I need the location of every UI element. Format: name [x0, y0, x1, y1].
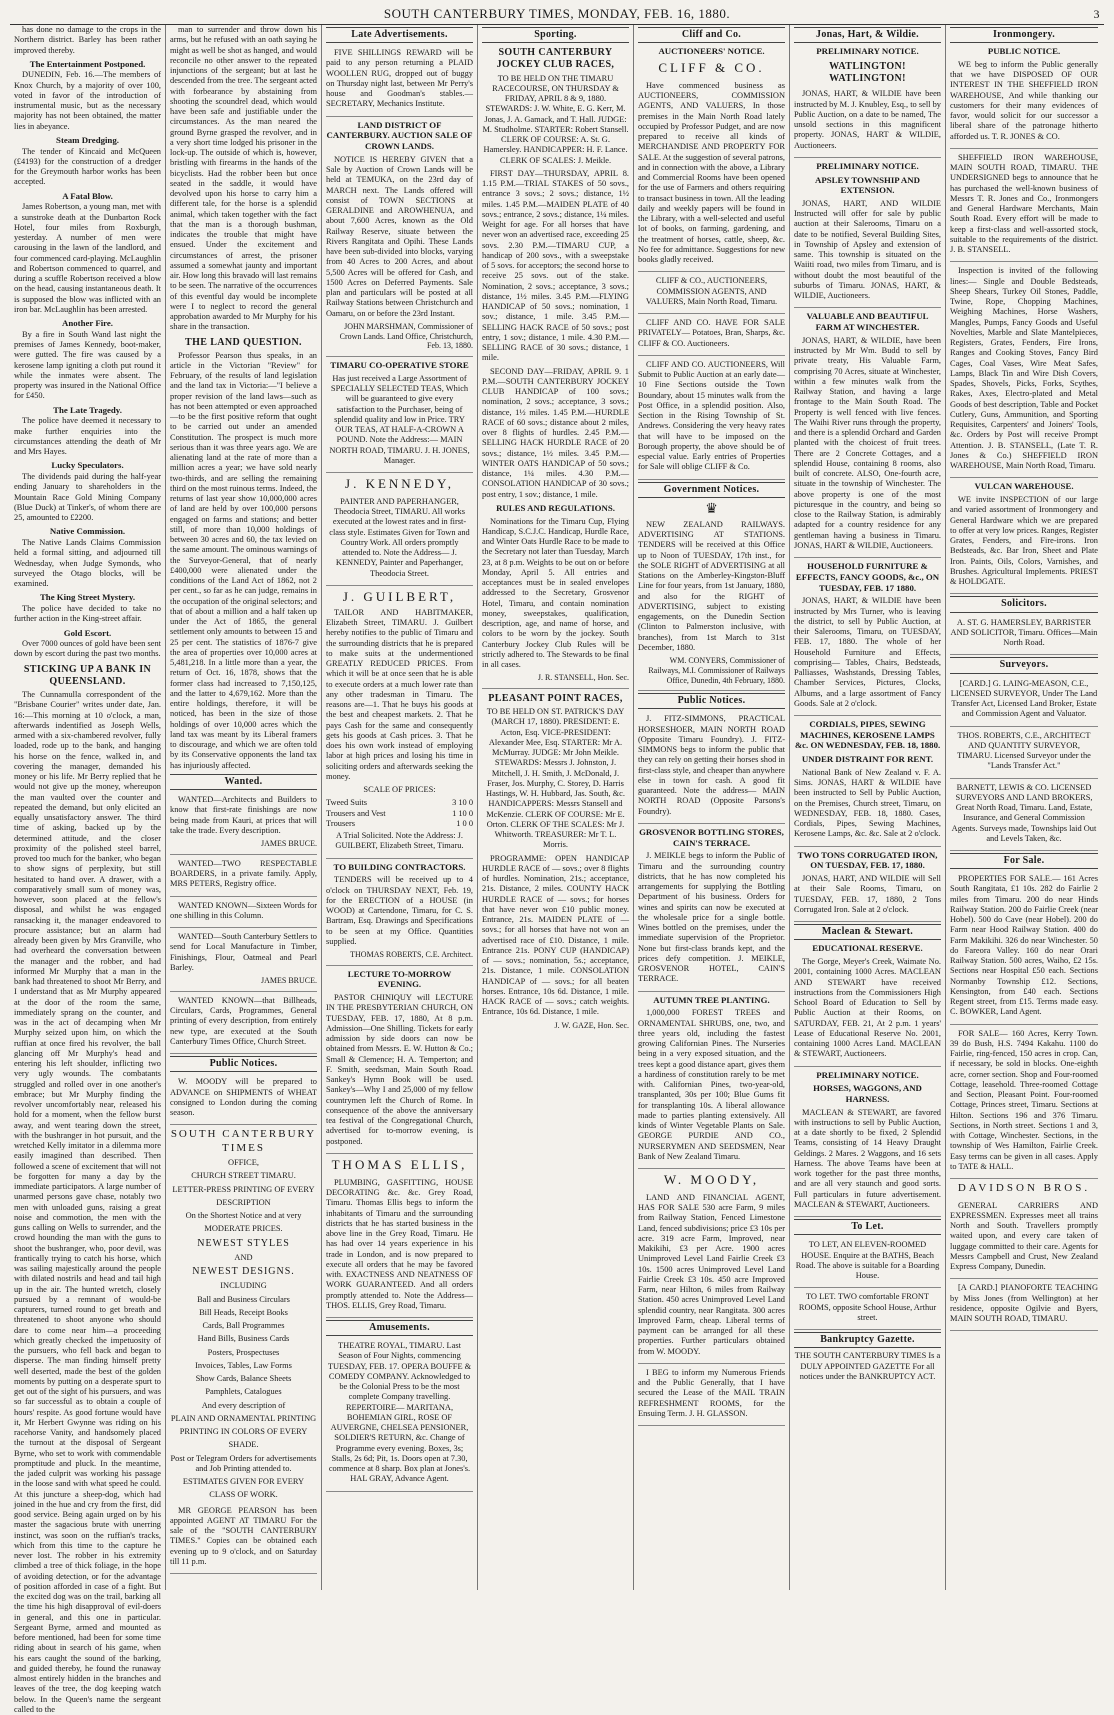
auctioneers-notice-head: AUCTIONEERS' NOTICE.: [658, 46, 765, 57]
item-body: Over 7000 ounces of gold have been sent down by escort during the past two months.: [14, 639, 161, 659]
moody-name: W. MOODY,: [663, 1172, 760, 1188]
printing-item: PRINTING IN COLORS OF EVERY: [179, 1427, 308, 1436]
cliff-text: Have commenced business as AUCTIONEERS, COMMISSION AGENTS, AND VALUERS, In those premises in the Main North Road lately occupied by Professor Pudget, and are now prepared to receive all kinds of MERCHANDISE AND PROPERTY FOR SALE. At the suggestion of several patrons, and in connection with the above, a Library and Commercial Rooms have been opened for the use of Farmers and others requiring to transact business in town. All the leading daily and weekly papers will be found in the Library, with a well-selected and useful lot of books, on farming, gardening, and the treatment of horses, cattle, sheep, &c. No fee for admittance. Suggestions for new books gladly received.: [638, 80, 786, 265]
jonas-text-3: JONAS, HART, & WILDIE, have been instructed by Mr Wm. Budd to sell by private treaty, His Valuable Farm, comprising 70 Acres, situate at Winchester, within a few minutes walk from the Railway Station, and having a large frontage to the Main South Road. The Property is well fenced with live fences. The Waihi River runs through the property, and there is a splendid Orchard and Garden planted with the choicest of fruit trees. There are 2 Concrete Cottages, and a splendid House, containing 8 rooms, also built of concrete. ALSO, One-fourth acre, situate in the township of Winchester. The above property is one of the most picturesque in the country, and being so close to the Railway Station, is admirably adapted for a country residence for any gentleman having a business in Timaru. JONAS, HART & WILDIE, Auctioneers.: [794, 335, 941, 550]
kennedy-text: PAINTER AND PAPERHANGER, Theodocia Street, TIMARU. All works executed at the lowest rates and in first-class style. Estimates Given for Town and Country Work. All orders promptly attended to. Note the Address— J. KENNEDY, Painter and Paperhanger, Theodocia Street.: [329, 496, 470, 578]
iron-ad-1: [950, 58, 1098, 149]
bankruptcy-text: THE SOUTH CANTERBURY TIMES Is a DULY APPOINTED GAZETTE For all notices under the BANKRUPTCY ACT.: [794, 1351, 941, 1381]
glasson-text: I BEG to inform my Numerous Friends and the Public Generally, that I have secured the Lease of the MAIL TRAIN REFRESHMENT ROOMS, for the Ensuing Term. J. H. GLASSON.: [638, 1367, 785, 1418]
iron-ad-2: [950, 151, 1098, 263]
land-question-headline: THE LAND QUESTION.: [185, 336, 302, 348]
glasson-ad: [638, 1366, 785, 1426]
jonas-text-5: National Bank of New Zealand v. F. A. Sims. JONAS, HART & WILDIE have been instructed to Sell by Public Auction, on the Premises, Church street, Timaru, on WEDNESDAY, FEB. 18, 1880. Cases, Cordials, Pipes, Sewing Machines, Kerosene Lamps, &c. &c. Sale at 2 o'clock.: [794, 767, 941, 839]
item-head: Another Fire.: [62, 318, 113, 329]
to-let-ad-2: [794, 1290, 941, 1330]
column-2: [166, 25, 322, 1590]
item-body: The Native Lands Claims Commission held a formal sitting, and adjourned till Wednesday, when Judge Symonds, who surveyed the Otago blocks, will be examined.: [14, 538, 161, 589]
guilbert-name: J. GUILBERT,: [342, 588, 457, 604]
price-item: Trousers and Vest: [326, 808, 386, 818]
crown-lands-signature: JOHN MARSHMAN, Commissioner of Crown Lands. Land Office, Christchurch, Feb. 13, 1880.: [339, 321, 473, 351]
wanted-text: WANTED KNOWN—that Billheads, Circulars, Cards, Programmes, General printing of every description, from entirely new type, are executed at the South Canterbury Times Office, Church Street.: [170, 995, 317, 1046]
cordials-head: CORDIALS, PIPES, SEWING MACHINES, KEROSENE LAMPS &c. ON WEDNESDAY, FEB. 18, 1880.: [794, 719, 941, 751]
rules-ad: [482, 515, 629, 690]
to-let-text-2: TO LET. TWO comfortable FRONT ROOMS, opposite School House, Arthur street.: [798, 1292, 937, 1322]
jonas-ad-5: [794, 766, 941, 847]
pleasant-point-text: TO BE HELD ON ST. PATRICK'S DAY (MARCH 17, 1880). PRESIDENT: E. Acton, Esq. VICE-PRESIDENT: Alexander Mee, Esq. STARTER: Mr A. McMurray. JUDGE: Mr John Meikle. STEWARDS: Messrs J. Johnston, J. Mitchell, J. H. Smith, J. McDonald, J. Fraser, Jos. Murphy, C. Storey, D. Harris Hastings, W. H. Hubbard, Jas. South, &c. HANDICAPPERS: Messrs Stansell and McKenzie. CLERK OF COURSE: Mr E. Orton. CLERK OF THE SCALES: Mr J. Whitworth. TREASURER: Mr T. L. Morris.: [486, 707, 625, 850]
builders-signature: THOMAS ROBERTS, C.E. Architect.: [350, 950, 473, 959]
railways-text: NEW ZEALAND RAILWAYS. ADVERTISING AT STATIONS. TENDERS will be received at this Office up to Noon of TUESDAY, 17th inst., for the SOLE RIGHT of ADVERTISING at all Stations on the Amberley-Kingston-Bluff Line for four years, from 1st January, 1880, and also for the RIGHT of ADVERTISING, subject to existing engagements, on the Dunedin Section (Clinton to Palmerston inclusive, with branches), from 1st March to 31st December, 1880.: [638, 519, 785, 652]
cliff-header: Cliff and Co.: [638, 27, 785, 43]
item-body: The police have deemed it necessary to make further enquiries into the circumstances attending the death of Mr and Mrs Hayes.: [14, 416, 161, 457]
tree-planting-ad: [638, 1006, 785, 1169]
davidson-ad: [950, 1199, 1098, 1280]
ironmongery-header: Ironmongery.: [950, 27, 1098, 43]
item-head: The Late Tragedy.: [53, 404, 122, 415]
piano-ad: [950, 1281, 1098, 1331]
vulcan-head: VULCAN WAREHOUSE.: [974, 481, 1074, 492]
column-5: [634, 25, 790, 1590]
wanted-text: WANTED—Architects and Builders to know that first-rate finishings are now being made from Kauri, at prices that will take the trade. Every description.: [170, 795, 317, 835]
coop-ad: [326, 372, 473, 473]
surveyor-ad-1: [950, 677, 1098, 727]
first-day-text: FIRST DAY—THURSDAY, APRIL 8. 1.15 P.M.—TRIAL STAKES of 50 sovs., entrance 3 sovs.; 2 sovs.; distance, 1½ miles. 1.45 P.M.—MAIDEN PLATE of 40 sovs.; entrance, 2 sovs.; distance, 1¼ miles. Weight for age. For all horses that have never won an advertised race, exceeding 25 sovs. 2.30 P.M.—TIMARU CUP, a handicap of 200 sovs., with a sweepstake of 5 sovs. for acceptors; the second horse to receive 25 sovs. out of the stake. Nomination, 2 sovs.; acceptance, 3 sovs.; distance, 1½ miles. 3.45 P.M.—FLYING HANDICAP of 50 sovs.; nomination, 1 sov.; distance, 1 mile. 3.45 P.M.—SELLING HACK RACE of 50 sovs.; post entry, 1 sov.; distance, 1 mile. 4.30 P.M.—SELLING RACE of 30 sovs.; distance, 1 mile.: [482, 168, 629, 363]
wanted-ad: [170, 930, 317, 992]
office-line: MODERATE PRICES.: [204, 1224, 283, 1234]
amusements-header: Amusements.: [326, 1320, 473, 1336]
coop-text: Has just received a Large Assortment of SPECIALLY SELECTED TEAS, Which will be guaranteed to give every satisfaction to the Purchaser, being of splendid quality and low in Price. TRY OUR TEAS, AT HALF-A-CROWN A POUND. Note the Address:— MAIN NORTH ROAD, TIMARU. J. H. JONES, Manager.: [329, 373, 470, 465]
crown-lands-text: NOTICE IS HEREBY GIVEN that a Sale by Auction of Crown Lands will be held at TEMUKA, on the 23rd day of MARCH next. The Lands offered will consist of TOWN SECTIONS at GERALDINE and AROWHENUA, and about 7,600 Acres, known as the Old Railway Reserve, situate between the Rivers Rangitata and Opihi. These Lands have been sub-divided into blocks, varying from 40 Acres to 200 Acres, and about 5,500 Acres will be offered for Cash, and 1500 Acres on Deferred Payments. Sale plan and particulars will be posted at all Railway Stations between Christchurch and Oamaru, on or before the 23rd Instant.: [326, 154, 473, 318]
item-head: Lucky Speculators.: [51, 460, 124, 471]
guilbert-foot-text: A Trial Solicited. Note the Address: J. GUILBERT, Elizabeth Street, Timaru.: [335, 831, 464, 851]
vulcan-ad: [950, 493, 1098, 594]
item-body: James Robertson, a young man, met with a sunstroke death at the Dunbarton Rock Hotel, four miles from Roxburgh, yesterday. A number of men were carousing in the lawn of the landlord, and four commenced card-playing. McLaughlin and Robertson commenced to quarrel, and during a scuffle Robertson received a blow on the head, causing instantaneous death. It is supposed the blow was inflicted with an iron bar. McLaughlin has been arrested.: [14, 202, 161, 314]
pearson-text: MR GEORGE PEARSON has been appointed AGENT AT TIMARU For the sale of the "SOUTH CANTERBURY TIMES." Copies can be obtained each evening up to 9 o'clock, and on Saturday till 11 p.m.: [170, 1505, 317, 1566]
kennedy-ad: [326, 495, 473, 586]
jonas-ad-1: [794, 87, 941, 158]
lecture-text: PASTOR CHINIQUY will LECTURE IN THE PRESBYTERIAN CHURCH, ON TUESDAY, FEB. 17, 1880, At 8 p.m. Admission—One Shilling. Tickets for early admission by side doors can now be obtained from Messrs. E. W. Hutton & Co.; Small & Clemence; H. A. Temperton; and F. Smith, seedsman, Main South Road. Sankey's Hymn Book will be used. Sankey's—Why I and 25,000 of my fellow countrymen left the Church of Rome. In consequence of the above the anniversary tea festival of the Congregational Church, advertised for to-morrow evening, is postponed.: [326, 993, 473, 1146]
pearson-notice: [170, 1504, 317, 1575]
price-value: 1 10 0: [452, 808, 473, 818]
government-notices-header: Government Notices.: [638, 482, 785, 498]
tree-planting-text: 1,000,000 FOREST TREES and ORNAMENTAL SHRUBS, one, two, and three years old, including the fastest growing Californian Pines. The Nurseries being in a very exposed situation, and the trees kept a good distance apart, gives them a hardiness of constitution rarely to be met with. Californian Pines, two-year-old, transplanted, 30s per 100; Blue Gums fit for transplanting 10s. A liberal allowance made to parties planting extensively. All kinds of Winter Vegetable Plants on Sale. GEORGE PURDIE AND CO., NURSERYMEN AND SEEDSMEN, Near Bank of New Zealand Timaru.: [638, 1008, 785, 1161]
jonas-text-4: JONAS, HART, & WILDIE have been instructed by Mrs Turner, who is leaving the district, to sell by Public Auction, at their Salerooms, Timaru, on TUESDAY, FEB. 17, 1880. The whole of her Household Furniture and Effects, comprising— Tables, Chairs, Bedsteads, Palliasses, Washstands, Dressing Tables, Chamber Services, Pictures, Clocks, Albums, and a large assortment of Fancy Goods. Sale at 2 o'clock.: [794, 596, 941, 708]
moody-land-text: LAND AND FINANCIAL AGENT, HAS FOR SALE 530 acre Farm, 9 miles from Railway Station, Fenced Limestone Land, fenced subdivisions; price £3 10s per acre. 319 acre Farm, Improved, near Makikihi, £3 per Acre. 1900 acres Unimproved Level Land Fairlie Creek £3 10s. 1500 acres Unimproved Level Land Fairlie Creek £3 10s. 450 acre Improved Farm, near Hilton, 6 miles from Railway Station. 450 acres Unimproved Level Land splendid country, near Rangitata. 300 acres Improved Farm, cheap. Liberal terms of payment can be arranged for all these properties. Further particulars obtained from W. MOODY.: [638, 1192, 785, 1356]
column-1: [10, 25, 166, 1714]
office-line: NEWEST STYLES: [197, 1237, 290, 1249]
cliff-ad-4: [638, 358, 785, 480]
price-value: 3 10 0: [452, 798, 473, 808]
theatre-text: THEATRE ROYAL, TIMARU. Last Season of Four Nights, commencing TUESDAY, FEB. 17. OPERA BOUFFE & COMEDY COMPANY. Acknowledged to be the Colonial Press to be the most complete Company travelling. REPERTOIRE— MARITANA, BOHEMIAN GIRL, ROSE OF AUVERGNE, CHELSEA PENSIONER, SOLDIER'S RETURN, &c. Change of Programme every evening. Boxes, 3s; Stalls, 2s 6d; Pit, 1s. Doors open at 7.30, commence at 8 sharp. Box plan at Jones's. HAL GRAY, Advance Agent.: [327, 1341, 472, 1484]
item-head: Gold Escort.: [63, 627, 112, 638]
printing-item: CLASS OF WORK.: [209, 1490, 278, 1500]
iron-text-3: Inspection is invited of the following lines:— Single and Double Bedsteads, Sheep Shears, Turkey Oil Stones, Paddle, Twine, Rope, Chopping Machines, Weighing Machines, Horse Washers, Mangles, Pumps, Fancy Goods and Useful Novelties, Marble and Slate Mantelpieces, Registers, Grates, Fenders, Fire Irons, Ranges and Cooking Stoves, Fancy Bird Cages, Coal Vases, Wire Meat Safes, Lamps, Black Tin and Wire Dish Covers, Spades, Shovels, Picks, Forks, Scythes, Rakes, Axes, Electro-plated and Metal Goods of best description, Table and Pocket Cutlery, Guns, Ammunition, and Sporting Requisites, Carpenters' and Joiners' Tools, &c. Orders by Post will receive Prompt Attention. J. B. STANSELL, (Late T. R. Jones & Co.) SHEFFIELD IRON WAREHOUSE, Main North Road, Timaru.: [950, 266, 1098, 471]
column-3: [322, 25, 478, 1590]
jonas-text-1: JONAS, HART, & WILDIE have been instructed by M. J. Knubley, Esq., to sell by Public Auction, on a date to be named, The unsold sections in this magnificent property. JONAS, HART & WILDIE, Auctioneers.: [794, 89, 941, 150]
office-line: AND: [234, 1252, 253, 1262]
office-line: INCLUDING: [220, 1281, 267, 1291]
pleasant-point-head: PLEASANT POINT RACES,: [488, 693, 623, 705]
item-head: The Entertainment Postponed.: [29, 58, 146, 69]
office-line: On the Shortest Notice and at very: [185, 1211, 302, 1221]
wanted-text: WANTED—TWO RESPECTABLE BOARDERS, in a private family. Apply, MRS PETERS, Registry office.: [170, 858, 317, 889]
surveyor-text-2: THOS. ROBERTS, C.E., ARCHITECT AND QUANTITY SURVEYOR, TIMARU. Licensed Surveyor under the "Lands Transfer Act.": [957, 730, 1091, 771]
reward-ad: [326, 46, 473, 117]
office-line: DESCRIPTION: [216, 1197, 271, 1207]
cliff-ad-3: [638, 316, 785, 356]
office-title: SOUTH CANTERBURY TIMES: [170, 1128, 317, 1154]
crown-lands-head: LAND DISTRICT OF CANTERBURY. AUCTION SALE OF CROWN LANDS.: [326, 119, 473, 152]
kennedy-name: J. KENNEDY,: [345, 476, 454, 492]
cliff-text-2: CLIFF & CO., AUCTIONEERS, COMMISSION AGENTS, AND VALUERS, Main North Road, Timaru.: [645, 276, 778, 306]
printing-item: Bill Heads, Receipt Books: [199, 1307, 288, 1317]
sporting-header: Sporting.: [482, 27, 629, 43]
jonas-ad-2: [794, 197, 941, 309]
story-continued: man to surrender and throw down his arms, but he refused with an oath saying he might as well be shot as hanged, and would reconcile no other answer to the repeated injunctions of the sergeant; but at last he descended from the tree. The sergeant acted with forbearance by abstaining from shooting the scoundrel dead, which would have been safe and justifiable under the circumstances. As the man neared the ground Byrne grasped the revolver, and in a very short time lodged his prisoner in the lock-up. The outside of which is, however, bristling with firearms in the hands of the bicyclists. Had the robber been but once seated in the saddle, it would have devolved upon his horse to carry him a different tale, for the horse is a splendid animal, which taken together with the fact that the man is a thorough bushman, indicates the trouble that might have ensued. Under the excitement and circumstances of arrest, the prisoner assumed a somewhat jaunty and important air. How long this bravado will last remains to be seen. The narrative of the occurrences of this eventful day would be incomplete were I to neglect to record the general approbation awarded to Mr Murphy for his share in the transaction.: [170, 25, 317, 332]
office-line: NEWEST DESIGNS.: [192, 1266, 295, 1278]
davidson-name: DAVIDSON BROS.: [957, 1182, 1091, 1195]
page-number: 3: [1093, 7, 1100, 21]
preliminary-notice-2: PRELIMINARY NOTICE.: [816, 160, 919, 171]
item-body: The tender of Kincaid and McQueen (£4193) for the construction of a dredger for the Greymouth harbor works has been accepted.: [14, 146, 161, 187]
wanted-signature: JAMES BRUCE.: [260, 976, 317, 986]
surveyor-ad-3: [950, 781, 1098, 852]
jonas-text-6: JONAS, HART, AND WILDIE will Sell at their Sale Rooms, Timaru, on TUESDAY, FEB. 17, 1880, 2 Tons Corrugated Iron. Sale at 2 o'clock.: [794, 874, 941, 914]
lecture-head: LECTURE TO-MORROW EVENING.: [347, 968, 452, 990]
jockey-club-text: TO BE HELD ON THE TIMARU RACECOURSE, ON THURSDAY & FRIDAY, APRIL 8 & 9, 1880. STEWARDS: J. W. White, E. G. Kerr, M. Jonas, J. A. Gamack, and T. Hall. JUDGE: M. Studholme. STARTER: Robert Stansell. CLERK OF COURSE: A. St. G. Hamersley. HANDICAPPER: H. F. Lance. CLERK OF SCALES: J. Meikle.: [482, 73, 629, 165]
educational-reserve-head: EDUCATIONAL RESERVE.: [812, 943, 923, 954]
printing-item: And every description of: [201, 1400, 286, 1410]
theatre-ad: [326, 1339, 473, 1492]
to-let-header: To Let.: [794, 1219, 941, 1235]
crown-emblem-icon: ♛: [705, 501, 718, 517]
column-4: [478, 25, 634, 1590]
apsley-head: APSLEY TOWNSHIP AND EXTENSION.: [815, 174, 920, 196]
coop-head: TIMARU CO-OPERATIVE STORE: [330, 360, 469, 371]
sale-text-2: FOR SALE— 160 Acres, Kerry Town. 39 do Bush, H.S. 7494 Kakahu. 1100 do Fairlie, ring-fenced, 150 acres in crop. Can, if necessary, be sold in blocks. One-eighth acre, corner section. Shop and Four-roomed Cottage, leasehold. Three-roomed Cottage and Section, Pleasant Point. Four-roomed Cottage, Princes street, Timaru. Sections at Hilton. Sections 196 and 376 Timaru. Sections, in North street. Sections 1 and 3, with Cottage, Winchester. Sections, in the township of Wes Hamilton, Fairlie Creek. Easy terms can be given in all cases. Apply to TATE & HALL.: [950, 1028, 1098, 1171]
column-7: [946, 25, 1102, 1590]
printing-item: Show Cards, Balance Sheets: [195, 1374, 292, 1383]
solicitor-ad: [950, 616, 1098, 656]
price-row: [326, 798, 473, 808]
second-day-text: SECOND DAY—FRIDAY, APRIL 9. 1 P.M.—SOUTH CANTERBURY JOCKEY CLUB HANDICAP of 100 sovs.; nomination, 2 sovs.; acceptance, 3 sovs.; distance, 1½ miles. 1.45 P.M.—HURDLE RACE of 60 sovs.; distance about 2 miles, over 8 flights of hurdles. 2.45 P.M.—SELLING HACK HURDLE RACE of 20 sovs.; distance, 1½ miles. 3.45 P.M.—WINTER OATS HANDICAP of 50 sovs.; distance, 1¼ miles. 4.30 P.M.—CONSOLATION HANDICAP of 30 sovs.; post entry, 1 sov.; distance, 1 mile.: [482, 366, 629, 499]
masthead: [10, 6, 1104, 22]
maclean-ad-1: [794, 955, 941, 1067]
to-let-text-1: TO LET, AN ELEVEN-ROOMED HOUSE. Enquire at the BATHS, Beach Road. The above is suitable for a Boarding House.: [795, 1240, 940, 1281]
preliminary-notice-3: PRELIMINARY NOTICE.: [816, 1069, 919, 1080]
office-line: CHURCH STREET TIMARU.: [191, 1171, 296, 1181]
ellis-name: THOMAS ELLIS,: [331, 1156, 468, 1172]
wanted-ad: [170, 857, 317, 897]
for-sale-header: For Sale.: [950, 853, 1098, 869]
price-item: Tweed Suits: [326, 798, 368, 808]
moody-text: W. MOODY will be prepared to ADVANCE on SHIPMENTS of WHEAT consigned to London during the coming season.: [170, 1077, 317, 1118]
scale-head: SCALE OF PRICES:: [363, 785, 436, 795]
price-item: Trousers: [326, 818, 356, 828]
printing-item: Posters, Prospectuses: [207, 1347, 280, 1357]
price-row: [326, 809, 473, 819]
story-body: The Cunnamulla correspondent of the "Brisbane Courier" writes under date, Jan. 16:—This morning at 10 o'clock, a man, afterwards indentified as Joseph Wells, armed with a six-chambered revolver, fully loaded, rode up to the bank, and hanging his horse on the fence, walked in, and covering the manager, demanded his money or his life. Mr Berry replied that he would not give up the money, whereupon the man vaulted over the counter and repeated the demand, but only elicited an equally unsatisfactory answer. The third time of asking, backed up by the determined attitude, and the closer proximity of the polished steel barrel, proved too much for the banker, who began to show signs of perplexity, but still hesitated to hand over. A drawer, with a comparatively small sum of money was, however, soon placed at the fellow's disposal, and whilst he was engaged ransacking it, the manager endeavored to procure assistance; but an alarm had already been given by Mrs Granville, who had overheard the conversation between the manager and the robber, and had informed Mr Murphy that a man in the bank had threatened to shoot Mr Berry, and I understand that as Mr Murphy appeared at the door of the room the same, immediately sprang on the counter, and was in the act of decamping when Mr Murphy seized upon him, on which the ruffian at once fired his revolver, the ball glancing off Mr Murphy's head and entering his left shoulder, inflicting two very ugly wounds. The combatants struggled and rolled over in one another's embrace; but Mr Murphy finding the revolver uncomfortably near, released his hold for a moment, when the fellow burst away, and went tearing down the street, with the bushranger in hot pursuit, and the wretched Kelly imitator in a dilemma more easily imagined than described. Then followed a scene of excitement that will not be forgotten for many a day by the immediate participators. A large number of unarmed persons gave chase, notably two men with unloaded guns, raising a great noise and commotion, the men with the guns calling on Wells to surrender, and the crowd hounding the man with the guns to shoot the bushranger, who, poor devil, was frantically trying to catch his horse, which was sailing majestically around the people with dilated nostrils and head and tail high up in the air. The hunted wretch, closely pursued by a remnant of would-be capturers, turned round to get breath and threatened to shoot anyone who should dare to come near him—a proceeding which greatly checked the impetuosity of the pursuers, who fell back and began to disperse. The man finding himself pretty well deserted, made the best of the golden moments by putting on a desperate spurt to get out of the sight of his pursuers, and was so far successful as to obtain a couple of hours' respite. As good fortune would have it, Mr Herbert Gwynne was riding on his racehorse Vanity, and handsomely placed the turnout at the disposal of Sergeant Byrne, who set to work with commendable promptitude and pluck. In the meantime, the jaded culprit was working his passage in the loose sand with what speed he could. At this juncture a sheep-dog, which had joined in the hue and cry from the first, did good service. Being again urged on by his master the sagacious brute with unerring instinct, was soon on the ruffian's tracks, which from this time to the capture he never lost. The robber in his extremity climbed a tree of thick foliage, in the hope of avoiding detection, or for the advantage of position afforded in case of a fight. But the excited dog was on the trail, barking all the time his high disapproval of evil-doers in general, and this one in particular. Sergeant Byrne, armed and mounted as before mentioned, had been for some time riding about in search of his game, when his ears caught the sound of the barking, and guided thereby, he found the runaway almost entirely hidden in the branches and leaves of the tree, the dog keeping watch below. In the Queen's name the sergeant called to the: [14, 690, 161, 1714]
programme-text: PROGRAMME: OPEN HANDICAP HURDLE RACE of — sovs.; over 8 flights of hurdles. Nomination, 21s.; acceptance, 21s. Distance, 2 miles. COUNTY HACK HURDLE RACE of — sovs.; for horses that have never won £10 public money. Entrance, 21s. MAIDEN PLATE of — sovs.; for all horses that have not won an advertised race of £10. Distance, 1 mile. Entrance 21s. PONY CUP (HANDICAP) of — sovs.; nomination, 5s.; acceptance, 21s. Distance, 1 mile. CONSOLATION HANDICAP of — sovs.; for all beaten horses. Entrance, 10s 6d. Distance, 1 mile. HACK RACE of — sovs.; catch weights. Entrance, 10s 6d. Distance, 1 mile.: [482, 853, 629, 1017]
builders-text: TENDERS will be received up to 4 o'clock on THURSDAY NEXT, Feb. 19, for the ERECTION of a HOUSE (in WOOD) at Cartendone, Timaru, for C. S. Bartram, Esq. Drawings and Specifications to be seen at my Office. Quantities supplied.: [326, 875, 473, 946]
maclean-ad-2: [794, 1106, 941, 1218]
item-body: The dividends paid during the half-year ending January to shareholders in the Mountain Race Gold Mining Company (Blue Duck) at Tinker's, of whom there are 25, amounted to £2200.: [14, 472, 161, 523]
fitzsimmons-text: J. FITZ-SIMMONS, PRACTICAL HORSESHOER, MAIN NORTH ROAD (Opposite Timaru Foundry). J. FITZ-SIMMONS begs to inform the public that they can rely on getting their horses shod in first-class style, and cheaper than anywhere else in town for cash. A good fit guaranteed. Note the address— MAIN NORTH ROAD (Opposite Parsons's Foundry).: [638, 714, 785, 816]
wanted-ad: [170, 994, 317, 1054]
grosvenor-head: GROSVENOR BOTTLING STORES, CAIN'S TERRACE.: [639, 826, 784, 848]
iron-ad-3: [950, 264, 1098, 478]
farm-head: VALUABLE AND BEAUTIFUL FARM AT WINCHESTER.: [806, 311, 929, 333]
preliminary-notice: PRELIMINARY NOTICE.: [816, 46, 919, 57]
printing-item: Post or Telegram Orders for advertisements and Job Printing attended to.: [170, 1453, 317, 1473]
wanted-signature: JAMES BRUCE.: [260, 839, 317, 849]
item-head: The King Street Mystery.: [39, 592, 136, 603]
printing-item: Invoices, Tables, Law Forms: [195, 1360, 292, 1370]
iron-text-1: WE beg to inform the Public generally that we have DISPOSED OF OUR INTEREST IN THE SHEFFIELD IRON WAREHOUSE, And while thanking our customers for their many evidences of favor, would solicit for our successor a liberal share of the patronage hitherto afforded us. T. R. JONES & CO.: [950, 59, 1098, 141]
public-notices-header-2: Public Notices.: [638, 693, 785, 709]
pleasant-point-signature: J. W. GAZE, Hon. Sec.: [554, 1020, 629, 1030]
vulcan-text: WE invite INSPECTION of our large and varied assortment of Ironmongery and General Hardware which we are prepared to offer at very low prices. Ranges, Register Grates, Fenders, and Fire-irons. Iron Bedsteads, &c. Bar Iron, Sheet and Plate Iron. Paints, Oils, Colors, Varnishes, and Brushes. Agricultural Implements. PRIEST & HOLDGATE.: [950, 495, 1098, 587]
office-line: OFFICE,: [228, 1158, 259, 1168]
wanted-ad: [170, 899, 317, 929]
rules-signature: J. R. STANSELL, Hon. Sec.: [537, 673, 629, 683]
sale-ad-2: [950, 1027, 1098, 1180]
office-line: LETTER-PRESS PRINTING OF EVERY: [172, 1184, 315, 1194]
guilbert-text: TAILOR AND HABITMAKER, Elizabeth Street, TIMARU. J. Guilbert hereby notifies to the public of Timaru and the surrounding districts that he is prepared to make suits at the undermentioned GREATLY REDUCED PRICES. From which it will be at once seen that he is able to execute orders at a much lower rate than any other tradesman in Timaru. The reasons are—1. That he buys his goods at the best and cheapest markets. 2. That he pays Cash for the same and consequently gets his goods at Cash prices. 3. That he does his own work instead of employing labor at high prices and losing his time in soliciting orders and afterwards seeking the money.: [326, 607, 473, 781]
to-let-ad-1: [794, 1238, 941, 1288]
grosvenor-ad: [638, 849, 785, 991]
rules-text: Nominations for the Timaru Cup, Flying Handicap, S.C.J.C. Handicap, Hurdle Race, and Winter Oats Hurdle Race to be made to the Secretary not later than Tuesday, March 23, at 8 p.m. Weights to be out on or before Monday, April 5. All entries and acceptances must be in sealed envelopes addressed to the Secretary, Grosvenor Hotel, Timaru, and contain nomination money, sweepstakes, qualification, description, age, and name of horse, and colors to be worn by the jockey. South Canterbury Jockey Club Rules will be strictly adhered to. The Stewards to be final in all cases.: [482, 516, 629, 670]
household-head: HOUSEHOLD FURNITURE & EFFECTS, FANCY GOODS, &c., ON TUESDAY, FEB. 17 1880.: [795, 561, 940, 593]
iron-sale-head: TWO TONS CORRUGATED IRON, ON TUESDAY, FEB. 17, 1880.: [797, 849, 938, 871]
printing-item: Ball and Business Circulars: [197, 1294, 290, 1304]
rules-head: RULES AND REGULATIONS.: [496, 502, 615, 513]
solicitors-header: Solicitors.: [950, 596, 1098, 612]
surveyor-text-1: [CARD.] G. LAING-MEASON, C.E., LICENSED SURVEYOR, Under The Land Transfer Act, Licensed Land Broker, Estate and Commission Agent and Valuator.: [950, 678, 1098, 719]
davidson-text: GENERAL CARRIERS AND EXPRESSMEN. Expresses meet all trains North and South. Travellers promptly waited upon, and every care taken of luggage committed to their care. Agents for Messrs Campbell and Crust, New Zealand Express Company, Dunedin.: [950, 1200, 1098, 1272]
story-headline: STICKING UP A BANK IN QUEENSLAND.: [23, 663, 152, 687]
article-intro: has done no damage to the crops in the Northern district. Barley has been rather improved thereby.: [14, 25, 161, 55]
printing-item: Pamphlets, Catalogues: [205, 1387, 282, 1397]
guilbert-foot: [326, 829, 473, 859]
cliff-text-4: CLIFF AND CO. AUCTIONEERS, Will Submit to Public Auction at an early date— 10 Fine Sections outside the Town Boundary, about 15 minutes walk from the Post Office, in a splendid position. Also, Section in the Rising Township of St. Andrews. Considering the very heavy rates that will have to be imposed on the Borough property, the above should be of especial value. Early entries of Properties for Sale will oblige CLIFF & Co.: [638, 359, 785, 472]
railways-signature: WM. CONYERS, Commissioner of Railways, M.I. Commissioner of Railways Office, Dunedin, 4th February, 1880.: [648, 656, 785, 685]
jonas-header: Jonas, Hart, & Wildie.: [794, 27, 941, 43]
surveyor-ad-2: [950, 729, 1098, 779]
cliff-name: CLIFF & CO.: [658, 59, 765, 75]
tree-planting-head: AUTUMN TREE PLANTING.: [653, 994, 770, 1005]
column-6: [790, 25, 946, 1590]
wanted-ad: [170, 793, 317, 855]
item-body: DUNEDIN, Feb. 16.—The members of Knox Church, by a majority of over 100, voted in favor of the introduction of instrumental music, but as the necessary majority has not been obtained, the matter lies in abeyance.: [14, 70, 161, 131]
jonas-ad-4: [794, 594, 941, 716]
maclean-text-2: MACLEAN & STEWART, are favored with instructions to sell by Public Auction, at a date shortly to be fixed, 2 Splendid Teams, consisting of 14 Heavy Draught Geldings. 2 Mares. 2 Waggons, and 16 sets Harness. The above Teams have been at work together for the past three months, and are all very staunch and good sorts. Full particulars in future advertisement. MACLEAN & STEWART, Auctioneers.: [794, 1107, 941, 1209]
jonas-ad-3: [794, 334, 941, 558]
printing-item: PLAIN AND ORNAMENTAL PRINTING: [170, 1413, 317, 1423]
item-body: By a fire in South Wand last night the premises of James Kennedy, boot-maker, were gutted. The fire was caused by a kerosene lamp igniting a cloth put round it while the inmates were absent. The property was insured in the National Office for £450.: [14, 329, 161, 401]
wanted-section-header: Wanted.: [170, 774, 317, 790]
item-body: The police have decided to take no further action in the King-street affair.: [14, 604, 161, 624]
solicitor-text: A. ST. G. HAMERSLEY, BARRISTER AND SOLICITOR, Timaru. Offices—Main North Road.: [950, 617, 1098, 648]
horses-head: HORSES, WAGGONS, AND HARNESS.: [813, 1083, 922, 1104]
columns: [10, 25, 1104, 1714]
distraint-head: UNDER DISTRAINT FOR RENT.: [801, 754, 934, 765]
price-value: 1 0 0: [456, 818, 473, 828]
moody-notice: [170, 1075, 317, 1125]
public-notices-header: Public Notices.: [170, 1056, 317, 1072]
ellis-ad: [326, 1176, 473, 1318]
jonas-text-2: JONAS, HART, AND WILDIE Instructed will offer for sale by public auction at their Salerooms, Timaru on a date to be notified, Several Building Sites, in Township of Apsley and extension of same. This township is situated on the Waiiti road, two miles from Timaru, and is without doubt the most beautiful of the suburbs of Timaru. JONAS, HART, & WILDIE, Auctioneers.: [794, 198, 941, 301]
ellis-text: PLUMBING, GASFITTING, HOUSE DECORATING &c. &c. Grey Road, Timaru. Thomas Ellis begs to inform the inhabitants of Timaru and the surrounding districts that he has started business in the above line in the Grey Road, Timaru. He has had over 14 years experience in his trade in London, and is now prepared to execute all orders that he may be favored with. EXACTNESS AND NEATNESS OF WORK GUARANTEED. And all orders promptly attended to. Note the Address— THOS. ELLIS, Grey Road, Timaru.: [326, 1177, 473, 1310]
surveyor-text-3: BARNETT, LEWIS & CO. LICENSED SURVEYORS AND LAND BROKERS, Great North Road, Timaru. Land, Estate, Insurance, and General Commission Agents. Surveys made, Townships laid Out and Levels Taken, &c.: [951, 782, 1097, 843]
price-row: [326, 819, 473, 829]
sale-ad-1: [950, 872, 1098, 1025]
item-head: A Fatal Blow.: [62, 190, 113, 201]
cliff-ad-2: [638, 274, 785, 314]
iron-text-2: SHEFFIELD IRON WAREHOUSE, MAIN SOUTH ROAD, TIMARU. THE UNDERSIGNED begs to announce that he has purchased the well-known business of Messrs T. R. Jones and Co., Ironmongers and General Hardware Merchants, Main South Road. Every effort will be made to keep a first-class and well-assorted stock, suitable to the requirements of the district. J. B. STANSELL.: [950, 152, 1098, 255]
railways-ad: [638, 518, 785, 692]
public-notice-head: PUBLIC NOTICE.: [987, 46, 1061, 57]
watlington-head: WATLINGTON! WATLINGTON!: [829, 60, 906, 85]
late-ads-header: Late Advertisements.: [326, 27, 473, 43]
wanted-text: WANTED—South Canterbury Settlers to send for Local Manufacture in Timber, Finishings, Flour, Oatmeal and Pearl Barley.: [170, 932, 317, 972]
printing-item: SHADE.: [228, 1440, 259, 1450]
grosvenor-text: J. MEIKLE begs to inform the Public of Timaru and the surrounding country districts, that he has now completed his arrangements for supplying the Bottling Department of his business. Orders for wines and spirits can now be executed at the wholesale price for a single bottle. Wines bottled on the premises, under the immediate supervision of the Proprietor. None but first-class brands kept, and the prices defy competition. J. MEIKLE, GROSVENOR HOTEL, CAIN'S TERRACE.: [638, 851, 785, 984]
item-head: Native Commission.: [49, 526, 126, 537]
printing-item: ESTIMATES GIVEN FOR EVERY: [182, 1477, 305, 1486]
crown-lands-ad: [326, 153, 473, 357]
land-question-body: Professor Pearson thus speaks, in an article in the Victorian "Review" for February, of the results of land legislation and the land tax in Victoria:—"I believe a proper revision of the land laws—such as has not been attempted or even approached—to be the first positive reform that ought to be carried out under an amended Constitution. The prospect is much more serious than it was three years ago. We are alienating land at the rate of more than a million acres a year; we have sold nearly two-thirds, and are selling the remaining third on the most ruinous terms. Indeed, the returns of last year show 10,000,000 acres of land are held by over 100,000 persons engaged on farms and stations; and better still, of more than 10,000 holdings of between 30 acres and 60, the tax levied on the same amount. The ominous warnings of the Surveyor-General, that of nearly £400,000 were alienated under the conditions of the Land Act of 1862, not 2 per cent., so far as he can judge, remains in the occupation of the original selectors; and that of about a million and a half taken up under the Act of 1865, the general settlement only amounts to between 15 and 25 per cent. The statistics of 1876-7 give the area of properties over 10,000 acres at 5,481,218. In a little more than a year, the return of Oct. 16, 1878, shows that the former class had increased to 7,150,125, and the latter to 4,679,162. More than the entire holdings, therefore, it will be noticed, has been in the size of those holdings of over 10,000 acres which the land tax was meant by its Liberal framers to discourage, and which we are often told by its Conservative opponents the land tax has injuriously affected.: [170, 350, 317, 770]
jockey-club-head: SOUTH CANTERBURY JOCKEY CLUB RACES,: [496, 47, 615, 71]
cliff-ad: [638, 79, 785, 273]
printing-item: Cards, Ball Programmes: [202, 1321, 285, 1330]
wanted-text: WANTED KNOWN—Sixteen Words for one shilling in this Column.: [170, 900, 317, 920]
surveyors-header: Surveyors.: [950, 657, 1098, 673]
reward-text: FIVE SHILLINGS REWARD will be paid to any person returning a PLAID WOOLLEN RUG, dropped out of buggy on Thursday night last, between Mr Perry's house and Goodman's stables.—SECRETARY, Mechanics Institute.: [326, 48, 473, 109]
fitzsimmons-ad: [638, 712, 785, 824]
cliff-text-3: CLIFF AND CO. HAVE FOR SALE PRIVATELY— Potatoes, Bran, Sharps, &c. CLIFF & CO. Auctioneers.: [638, 318, 785, 348]
moody-ad: [638, 1191, 785, 1364]
jonas-ad-6: [794, 872, 941, 922]
lecture-ad: [326, 991, 473, 1154]
item-head: Steam Dredging.: [56, 134, 119, 145]
printing-item: Hand Bills, Business Cards: [197, 1334, 290, 1344]
maclean-header: Maclean & Stewart.: [794, 924, 941, 940]
maclean-text-1: The Gorge, Meyer's Creek, Waimate No. 2001, containing 1000 Acres. MACLEAN AND STEWART have received instructions from the Commissioners High School Board of Education to Sell by Public Auction at their Rooms, on SATURDAY, FEB. 21, At 2 p.m. 1 years' Lease of Educational Reserve No. 2001, containing 1000 Acres Land. MACLEAN & STEWART, Auctioneers.: [794, 957, 941, 1059]
piano-text: [A CARD.] PIANOFORTE TEACHING by Miss Jones (from Wellington) at her residence, opposite Ogilvie and Byers, MAIN SOUTH ROAD, TIMARU.: [950, 1283, 1098, 1324]
builders-head: TO BUILDING CONTRACTORS.: [333, 861, 466, 872]
masthead-title: SOUTH CANTERBURY TIMES, MONDAY, FEB. 16, 1880.: [383, 6, 731, 21]
bankruptcy-header: Bankruptcy Gazette.: [794, 1332, 941, 1348]
sale-text-1: PROPERTIES FOR SALE.— 161 Acres South Rangitata, £1 10s. 282 do Fairlie 2 miles from Timaru. 200 do near Hinds Railway Station. 200 do Fairlie Creek (near Hobel). 500 do Cave (near Hobel). 200 do Farm near Hood Railway Station. 400 do Farm Makikihi. 326 do near Winchester. 50 do Fareora Valley. 160 do near Orari Railway Station. 500 acres, Waiho, £2 15s. Sections near Hospital £50 each. Sections Normanby Township £12. Sections, Kensington, from £40 each. Sections Regent street, from £15. Terms made easy. C. BOWKER, Land Agent.: [950, 874, 1098, 1017]
builders-ad: [326, 873, 473, 966]
